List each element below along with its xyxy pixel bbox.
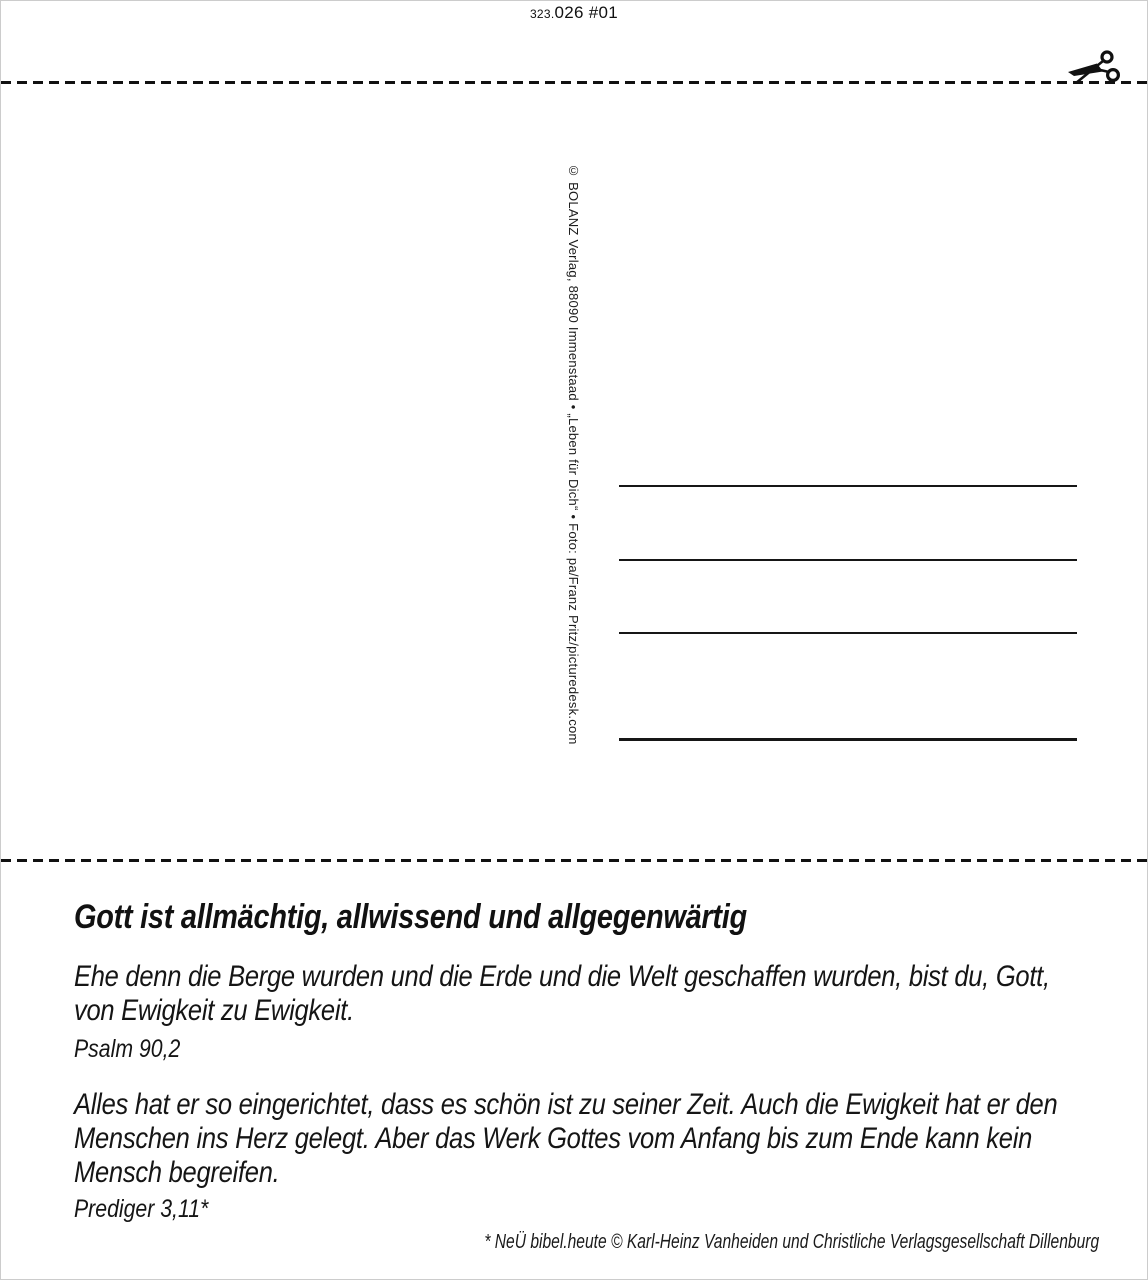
product-code-number: 026 #01 (554, 3, 619, 22)
product-code (1, 3, 1147, 23)
verse-heading: Gott ist allmächtig, allwissend und allgegenwärtig (74, 898, 747, 936)
verse-quote-prediger (74, 1088, 1148, 1190)
cut-line-bottom (1, 859, 1147, 862)
address-line-3 (619, 632, 1077, 634)
address-line-4 (619, 738, 1077, 741)
publisher-credit-vertical: © BOLANZ Verlag, 88090 Immenstaad • „Leben für Dich“ • Foto: pa/Franz Pritz/picturedesk.com (566, 163, 581, 745)
verse-reference-prediger: Prediger 3,11* (74, 1195, 209, 1223)
verse-line: Ehe denn die Berge wurden und die Erde und die Welt geschaffen wurden, bist du, Gott, (74, 960, 1050, 993)
verse-quote-psalm (74, 960, 1148, 1028)
address-line-1 (619, 485, 1077, 487)
address-line-2 (619, 559, 1077, 561)
translation-credit: * NeÜ bibel.heute © Karl-Heinz Vanheiden und Christliche Verlagsgesellschaft Dillenburg (484, 1231, 1099, 1253)
verse-line: Mensch begreifen. (74, 1156, 280, 1189)
verse-reference-psalm: Psalm 90,2 (74, 1035, 181, 1063)
verse-line: Alles hat er so eingerichtet, dass es schön ist zu seiner Zeit. Auch die Ewigkeit hat er den (74, 1088, 1058, 1121)
scissors-icon (1063, 46, 1125, 90)
verse-line: Menschen ins Herz gelegt. Aber das Werk Gottes vom Anfang bis zum Ende kann kein (74, 1122, 1033, 1155)
cut-line-top (1, 81, 1147, 84)
verse-line: von Ewigkeit zu Ewigkeit. (74, 994, 354, 1027)
product-code-prefix: 323. (529, 7, 555, 21)
